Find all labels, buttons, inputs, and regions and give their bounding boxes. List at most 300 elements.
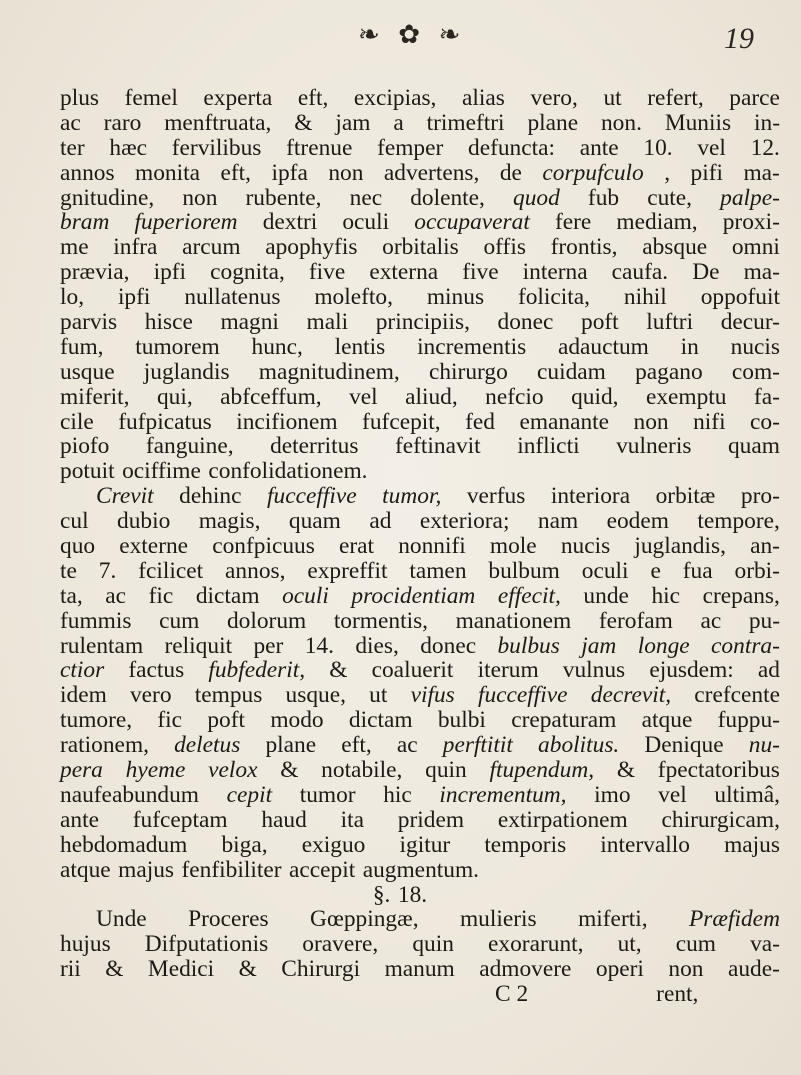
word: plane <box>265 732 317 759</box>
word: ma- <box>743 159 780 186</box>
word: ultimâ, <box>714 781 780 808</box>
word: crepans, <box>702 582 780 609</box>
word: contra- <box>711 632 780 659</box>
word: tumor <box>299 781 356 808</box>
word: extirpationem <box>497 806 628 833</box>
word: me <box>60 234 89 261</box>
word: idem <box>60 682 107 709</box>
word: ipfa <box>271 159 308 186</box>
word: omni <box>731 234 780 261</box>
word: vero <box>129 682 172 709</box>
word: vulneris <box>616 433 692 460</box>
word: dictam <box>348 707 413 734</box>
word: erat <box>338 533 375 560</box>
word: fucceffive <box>477 682 568 709</box>
word: annos, <box>225 557 286 584</box>
word: va- <box>750 931 780 958</box>
word: cuidam <box>537 358 606 385</box>
word: 7. <box>98 557 117 584</box>
word: magni <box>220 309 279 336</box>
word: notabile, <box>321 757 403 784</box>
word: nucis <box>560 533 611 560</box>
word: juglandis, <box>634 533 726 560</box>
word: Medici <box>147 956 215 983</box>
word: rii <box>60 956 81 983</box>
word: advertens, <box>383 159 480 186</box>
word: dies, <box>355 632 399 659</box>
word: perftitit <box>442 732 513 759</box>
word: hæc <box>109 134 148 161</box>
word: chirurgicam, <box>661 806 780 833</box>
word: aude- <box>727 956 780 983</box>
text-line <box>60 310 780 335</box>
word: operi <box>595 956 644 983</box>
word: majus <box>724 831 780 858</box>
word: experta <box>203 85 273 111</box>
word: ut <box>603 85 622 111</box>
word: ferofam <box>598 607 673 634</box>
word: dubio <box>117 508 171 535</box>
word: confpicuus <box>212 533 315 560</box>
word: vulnus <box>562 657 626 684</box>
word: nec <box>349 184 383 211</box>
page-number: 19 <box>724 22 754 55</box>
text-line <box>60 708 780 733</box>
word: poft <box>207 707 246 734</box>
word: magnitudinem, <box>258 358 400 385</box>
text-line <box>60 658 780 683</box>
word: plane <box>527 109 579 136</box>
word: tormentis, <box>333 607 429 634</box>
word: De <box>692 259 720 286</box>
word: modo <box>270 707 324 734</box>
text-line <box>60 235 780 260</box>
word: donec <box>497 309 554 336</box>
word: incrementis <box>417 333 527 360</box>
body-text <box>60 86 780 1007</box>
word: oculi <box>581 557 629 584</box>
word: Muniis <box>664 109 732 136</box>
text-line <box>60 584 780 609</box>
text-line <box>60 733 780 758</box>
word: 18. <box>397 881 428 908</box>
word: abolitus. <box>538 732 620 759</box>
word: raro <box>103 109 142 136</box>
word: magis, <box>198 508 261 535</box>
word: majus <box>118 856 175 883</box>
word: vero, <box>530 85 578 111</box>
word: externa <box>369 259 439 286</box>
word: ut, <box>617 931 642 958</box>
word: lentis <box>334 333 386 360</box>
word: gnitudine, <box>60 184 155 211</box>
word: & <box>238 956 257 983</box>
word: quam <box>288 508 341 535</box>
word: rulentam <box>60 632 144 659</box>
text-line <box>60 410 780 435</box>
word: fummis <box>60 607 132 634</box>
word: parvis <box>60 309 118 336</box>
word: fenfibiliter <box>181 856 282 883</box>
word: ac <box>700 607 722 634</box>
word: bulbus <box>497 632 560 659</box>
word: ipfi <box>117 284 151 311</box>
word: deletus <box>174 732 241 759</box>
word: ipfi <box>153 259 187 286</box>
catchword: rent, <box>656 981 699 1008</box>
word: molefto, <box>314 284 393 311</box>
word: alias <box>461 85 505 111</box>
text-line <box>60 883 780 908</box>
word: non <box>182 184 218 211</box>
word: in <box>680 333 699 360</box>
word: pagano <box>635 358 703 385</box>
word: ac <box>60 109 81 136</box>
text-line <box>60 858 780 883</box>
text-line <box>60 210 780 235</box>
word: hyeme <box>125 757 186 784</box>
word: hic <box>651 582 681 609</box>
word: fuperiorem <box>134 209 238 236</box>
word: aliud, <box>405 383 458 410</box>
word: rubente, <box>245 184 322 211</box>
word: luftri <box>646 309 694 336</box>
word: jam <box>581 632 617 659</box>
word: palpe- <box>720 184 780 211</box>
word: adauctum <box>557 333 649 360</box>
word: admovere <box>479 956 572 983</box>
text-line <box>60 136 780 161</box>
word: Proceres <box>188 906 269 933</box>
word: chirurgo <box>428 358 508 385</box>
word: nifi <box>693 408 726 435</box>
word: atque <box>641 707 693 734</box>
word: co- <box>750 408 780 435</box>
word: temporis <box>484 831 567 858</box>
word: Crevit <box>96 483 154 510</box>
word: ad <box>757 657 780 684</box>
word: dolente, <box>410 184 485 211</box>
text-line <box>60 385 780 410</box>
word: Difputationis <box>144 931 269 958</box>
word: ftupendum, <box>489 757 595 784</box>
word: hujus <box>60 931 111 958</box>
word: fuppu- <box>717 707 780 734</box>
word: 10. <box>643 134 673 161</box>
word: dictam <box>195 582 260 609</box>
word: nam <box>537 508 579 535</box>
word: five <box>308 259 346 286</box>
word: ter <box>60 134 85 161</box>
word: absque <box>642 234 708 261</box>
page-header <box>0 10 801 56</box>
word: orbitalis <box>382 234 459 261</box>
word: pro- <box>740 483 780 510</box>
word: effecit, <box>497 582 561 609</box>
word: exorarunt, <box>488 931 584 958</box>
word: corpufculo <box>542 159 644 186</box>
word: frontis, <box>550 234 618 261</box>
word: manum <box>384 956 455 983</box>
word: folicita, <box>517 284 591 311</box>
word: fed <box>465 408 495 435</box>
word: trimeftri <box>426 109 505 136</box>
word: ta, <box>60 582 83 609</box>
word: qui, <box>156 383 193 410</box>
word: donec <box>420 632 477 659</box>
text-line <box>60 484 780 509</box>
word: ad <box>369 508 392 535</box>
word: & <box>280 757 299 784</box>
word: exiguo <box>301 831 366 858</box>
word: crepaturam <box>511 707 617 734</box>
word: orbitæ <box>655 483 716 510</box>
word: plus <box>60 85 99 111</box>
word: e <box>650 557 661 584</box>
word: cum <box>675 931 716 958</box>
word: femper <box>377 134 444 161</box>
word: ftrenue <box>286 134 353 161</box>
word: decrevit, <box>590 682 672 709</box>
word: excipias, <box>353 85 437 111</box>
text-line <box>60 161 780 186</box>
word: fum, <box>60 333 104 360</box>
word: arcum <box>182 234 241 261</box>
word: nihil <box>623 284 667 311</box>
word: 12. <box>750 134 780 161</box>
word: fcilicet <box>138 557 204 584</box>
word: an- <box>750 533 780 560</box>
word: hisce <box>144 309 193 336</box>
word: cum <box>159 607 200 634</box>
word: menftruata, <box>164 109 272 136</box>
word: emanante <box>519 408 610 435</box>
word: tumore, <box>60 707 133 734</box>
word: hunc, <box>251 333 303 360</box>
word: vel <box>349 383 378 410</box>
word: incrementum, <box>439 781 567 808</box>
word: pridem <box>397 806 465 833</box>
text-line <box>60 683 780 708</box>
text-line <box>60 534 780 559</box>
word: non <box>668 956 704 983</box>
word: fufcepit, <box>362 408 441 435</box>
word: te <box>60 557 77 584</box>
word: cepit <box>226 781 273 808</box>
word: five <box>462 259 499 286</box>
word: vel <box>658 781 687 808</box>
word: nucis <box>730 333 780 360</box>
word: non <box>328 159 364 186</box>
word: fua <box>682 557 713 584</box>
text-line <box>60 932 780 957</box>
word: de <box>499 159 522 186</box>
word: ac <box>396 732 418 759</box>
text-line <box>60 808 780 833</box>
word: prævia, <box>60 259 130 286</box>
word: miferti, <box>578 906 648 933</box>
word: jam <box>335 109 371 136</box>
word: juglandis <box>143 358 230 385</box>
word: pu- <box>748 607 780 634</box>
word: & <box>105 956 124 983</box>
word: velox <box>208 757 258 784</box>
word: verfus <box>466 483 526 510</box>
word: usque, <box>285 682 346 709</box>
word: , <box>664 159 671 186</box>
word: usque <box>60 358 115 385</box>
text-line <box>60 434 780 459</box>
word: biga, <box>221 831 268 858</box>
word: per <box>253 632 284 659</box>
text-line <box>60 559 780 584</box>
word: ita <box>340 806 364 833</box>
word: eft, <box>220 159 252 186</box>
word: externe <box>119 533 189 560</box>
text-line <box>60 111 780 136</box>
word: Gœppingæ, <box>310 906 419 933</box>
word: 14. <box>304 632 334 659</box>
word: oravere, <box>302 931 379 958</box>
word: oppofuit <box>700 284 780 311</box>
text-line <box>60 260 780 285</box>
word: fucceffive <box>267 483 357 510</box>
word: femel <box>124 85 178 111</box>
word: a <box>393 109 404 136</box>
word: rationem, <box>60 732 149 759</box>
word: tumor, <box>382 483 442 510</box>
word: haud <box>261 806 307 833</box>
word: reliquit <box>164 632 233 659</box>
word: apophyfis <box>265 234 358 261</box>
word: fpectatoribus <box>657 757 780 784</box>
word: igitur <box>399 831 451 858</box>
signature-mark: C 2 <box>495 981 529 1008</box>
word: monita <box>135 159 201 186</box>
word: procidentiam <box>351 582 476 609</box>
text-line <box>60 285 780 310</box>
word: decur- <box>720 309 780 336</box>
word: nefcio <box>485 383 544 410</box>
word: mediam, <box>616 209 698 236</box>
text-line <box>60 86 780 111</box>
word: crefcente <box>694 682 780 709</box>
word: confolidationem. <box>208 458 368 485</box>
word: mole <box>489 533 537 560</box>
word: ma- <box>743 259 780 286</box>
word: interna <box>522 259 588 286</box>
word: ante <box>60 806 99 833</box>
word: in- <box>754 109 780 136</box>
word: tempus <box>194 682 263 709</box>
word: §. <box>372 881 391 908</box>
word: exemptu <box>645 383 727 410</box>
word: augmentum. <box>362 856 479 883</box>
text-line <box>60 609 780 634</box>
word: tamen <box>409 557 467 584</box>
word: feftinavit <box>394 433 481 460</box>
word: vifus <box>410 682 455 709</box>
word: quid, <box>571 383 619 410</box>
word: cile <box>60 408 94 435</box>
word: bulbum <box>488 557 560 584</box>
word: manationem <box>455 607 572 634</box>
text-line <box>60 758 780 783</box>
word: annos <box>60 159 115 186</box>
word: fa- <box>753 383 780 410</box>
word: mulieris <box>459 906 537 933</box>
text-line <box>60 833 780 858</box>
word: non <box>633 408 669 435</box>
word: quin <box>412 931 454 958</box>
word: eft, <box>297 85 329 111</box>
word: Præfidem <box>689 906 780 933</box>
word: incifionem <box>236 408 338 435</box>
word: vel <box>697 134 726 161</box>
word: fanguine, <box>145 433 234 460</box>
word: cognita, <box>210 259 285 286</box>
word: Denique <box>644 732 724 759</box>
word: fic <box>157 707 183 734</box>
word: naufeabundum <box>60 781 199 808</box>
word: intervallo <box>600 831 690 858</box>
word: quam <box>727 433 780 460</box>
word: principiis, <box>375 309 470 336</box>
word: inflicti <box>517 433 580 460</box>
word: defuncta: <box>468 134 556 161</box>
word: dextri <box>262 209 318 236</box>
word: mali <box>306 309 349 336</box>
word: ctior <box>60 657 105 684</box>
word: eodem <box>606 508 669 535</box>
word: ante <box>579 134 619 161</box>
word: longe <box>637 632 690 659</box>
word: tempore, <box>697 508 780 535</box>
word: occupaverat <box>414 209 530 236</box>
word: quod <box>513 184 560 211</box>
word: fufceptam <box>132 806 228 833</box>
text-line <box>60 957 780 982</box>
text-line <box>60 360 780 385</box>
word: oculi <box>282 582 329 609</box>
text-line <box>60 783 780 808</box>
word: abfceffum, <box>220 383 322 410</box>
text-line <box>60 459 780 484</box>
word: ociffime <box>122 458 201 485</box>
text-line <box>60 335 780 360</box>
word: pera <box>60 757 103 784</box>
word: fic <box>148 582 174 609</box>
page-footer <box>60 982 780 1007</box>
word: imo <box>594 781 631 808</box>
word: potuit <box>60 458 115 485</box>
word: quin <box>425 757 467 784</box>
word: bram <box>60 209 110 236</box>
word: infra <box>113 234 158 261</box>
header-ornament: ❧ ✿ ❧ <box>358 20 467 49</box>
word: tumorem <box>135 333 220 360</box>
word: miferit, <box>60 383 130 410</box>
word: poft <box>581 309 619 336</box>
word: Unde <box>96 906 147 933</box>
word: ac <box>105 582 127 609</box>
word: fervilibus <box>171 134 262 161</box>
word: coaluerit <box>371 657 454 684</box>
text-line <box>60 509 780 534</box>
word: pifi <box>690 159 724 186</box>
word: minus <box>426 284 485 311</box>
word: iterum <box>477 657 539 684</box>
